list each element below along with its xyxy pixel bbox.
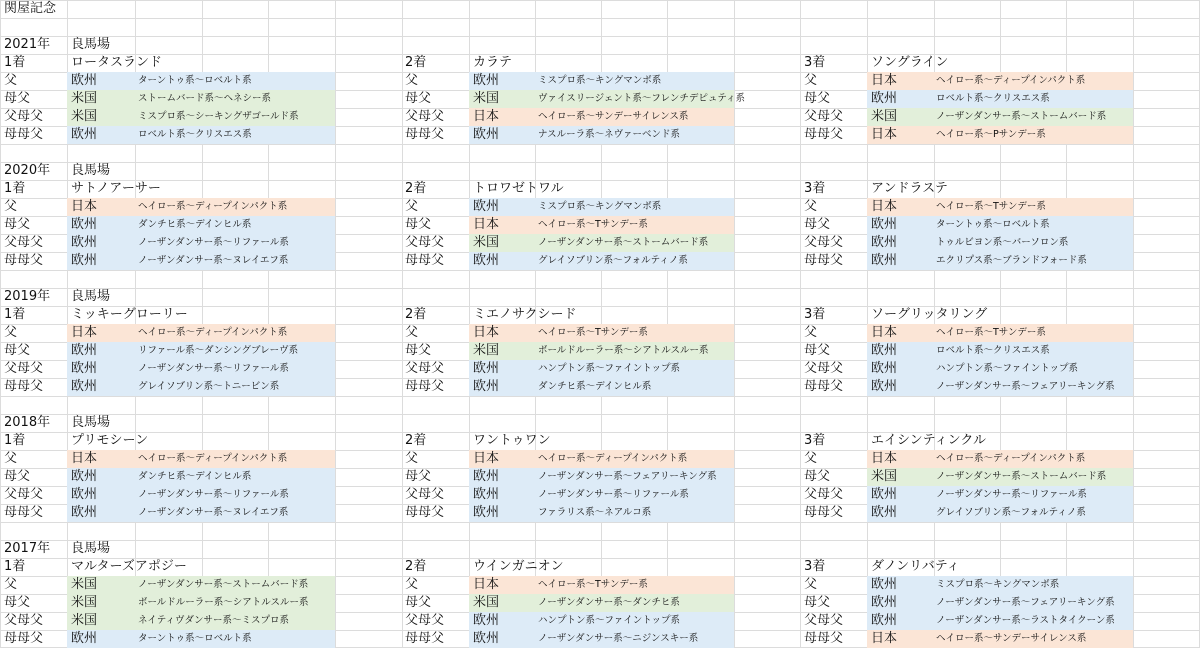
relation-label: 父	[4, 199, 18, 214]
relation-label: 父母父	[4, 235, 44, 250]
rank-label: 1着	[4, 433, 26, 448]
track-condition: 良馬場	[71, 163, 111, 178]
relation-label: 父母父	[4, 487, 44, 502]
relation-label: 母父	[405, 343, 432, 358]
relation-label: 父	[804, 577, 818, 592]
year-label: 2018年	[4, 415, 51, 430]
lineage-cell[interactable]: ヴァイスリージェント系～フレンチデピュティ系	[538, 93, 746, 104]
relation-label: 母父	[405, 469, 432, 484]
region-cell[interactable]: 米国	[871, 109, 898, 124]
relation-label: 母母父	[804, 505, 844, 520]
grid-line-h	[0, 270, 1200, 271]
region-cell[interactable]: 欧州	[871, 361, 898, 376]
relation-label: 父	[4, 577, 18, 592]
region-cell[interactable]: 日本	[473, 325, 500, 340]
lineage-cell[interactable]: エクリプス系～ブランドフォード系	[936, 255, 1087, 266]
lineage-cell[interactable]: ハンプトン系～ファイントップ系	[936, 363, 1079, 374]
region-cell[interactable]: 欧州	[473, 253, 500, 268]
grid-line-h	[0, 522, 1200, 523]
relation-label: 母母父	[405, 127, 445, 142]
relation-label: 父	[4, 73, 18, 88]
lineage-cell[interactable]: ヘイロー系～ディープインパクト系	[138, 327, 288, 338]
relation-label: 父母父	[4, 109, 44, 124]
relation-label: 母母父	[804, 127, 844, 142]
relation-label: 母父	[804, 343, 831, 358]
rank-label: 3着	[804, 55, 826, 70]
lineage-cell[interactable]: ヘイロー系～Tサンデー系	[936, 201, 1046, 212]
relation-label: 母父	[405, 91, 432, 106]
region-cell[interactable]: 米国	[71, 91, 98, 106]
relation-label: 父	[405, 73, 419, 88]
relation-label: 母父	[804, 469, 831, 484]
grid-line-h	[0, 162, 1200, 163]
relation-label: 父母父	[405, 235, 445, 250]
relation-label: 母父	[804, 91, 831, 106]
relation-label: 母父	[405, 217, 432, 232]
lineage-cell[interactable]: ヘイロー系～ディープインパクト系	[936, 453, 1086, 464]
grid-line-h	[0, 180, 1200, 181]
lineage-cell[interactable]: ロベルト系～クリスエス系	[936, 345, 1050, 356]
region-cell[interactable]: 欧州	[473, 631, 500, 646]
rank-label: 2着	[405, 181, 427, 196]
rank-label: 1着	[4, 307, 26, 322]
relation-label: 父母父	[4, 361, 44, 376]
lineage-cell[interactable]: ボールドルーラー系～シアトルスルー系	[138, 597, 309, 608]
region-cell[interactable]: 欧州	[871, 487, 898, 502]
region-cell[interactable]: 欧州	[473, 199, 500, 214]
region-cell[interactable]: 欧州	[71, 253, 98, 268]
region-cell[interactable]: 米国	[71, 613, 98, 628]
region-cell[interactable]: 米国	[71, 595, 98, 610]
grid-line-h	[0, 540, 1200, 541]
horse-name[interactable]: カラテ	[473, 55, 513, 70]
lineage-cell[interactable]: ミスプロ系～キングマンボ系	[538, 201, 662, 212]
lineage-cell[interactable]: ノーザンダンサー系～リファール系	[538, 489, 689, 500]
region-cell[interactable]: 欧州	[473, 379, 500, 394]
region-cell[interactable]: 欧州	[71, 505, 98, 520]
lineage-cell[interactable]: ノーザンダンサー系～ストームバード系	[138, 579, 309, 590]
lineage-cell[interactable]: ノーザンダンサー系～ダンチヒ系	[538, 597, 680, 608]
region-cell[interactable]: 日本	[473, 577, 500, 592]
horse-name[interactable]: ウインガニオン	[473, 559, 564, 574]
year-label: 2021年	[4, 37, 51, 52]
region-cell[interactable]: 米国	[71, 577, 98, 592]
relation-label: 母母父	[4, 505, 44, 520]
relation-label: 父母父	[405, 613, 445, 628]
lineage-cell[interactable]: ノーザンダンサー系～フェアリーキング系	[538, 471, 717, 482]
lineage-cell[interactable]: ヘイロー系～サンデーサイレンス系	[936, 633, 1087, 644]
grid-line-h	[0, 0, 1200, 1]
region-cell[interactable]: 米国	[871, 469, 898, 484]
lineage-cell[interactable]: ダンチヒ系～デインヒル系	[138, 219, 252, 230]
horse-name[interactable]: プリモシーン	[71, 433, 149, 448]
lineage-cell[interactable]: ロベルト系～クリスエス系	[138, 129, 252, 140]
relation-label: 父	[405, 577, 419, 592]
region-cell[interactable]: 米国	[473, 235, 500, 250]
region-cell[interactable]: 欧州	[71, 217, 98, 232]
region-cell[interactable]: 欧州	[473, 127, 500, 142]
region-cell[interactable]: 米国	[473, 595, 500, 610]
region-cell[interactable]: 米国	[473, 91, 500, 106]
region-cell[interactable]: 日本	[473, 109, 500, 124]
region-cell[interactable]: 欧州	[473, 613, 500, 628]
horse-name[interactable]: エイシンティンクル	[871, 433, 986, 448]
track-condition: 良馬場	[71, 289, 111, 304]
rank-label: 2着	[405, 559, 427, 574]
lineage-cell[interactable]: ヘイロー系～ディープインパクト系	[936, 75, 1086, 86]
grid-line-h	[0, 396, 1200, 397]
lineage-cell[interactable]: ヘイロー系～ディープインパクト系	[138, 201, 288, 212]
grid-line-h	[0, 54, 1200, 55]
relation-label: 母父	[4, 469, 31, 484]
rank-label: 3着	[804, 307, 826, 322]
region-cell[interactable]: 日本	[871, 73, 898, 88]
lineage-cell[interactable]: ヘイロー系～ディープインパクト系	[138, 453, 288, 464]
lineage-cell[interactable]: ターントゥ系～ロベルト系	[138, 75, 252, 86]
region-cell[interactable]: 欧州	[871, 577, 898, 592]
relation-label: 父母父	[405, 487, 445, 502]
region-cell[interactable]: 欧州	[473, 505, 500, 520]
lineage-cell[interactable]: ノーザンダンサー系～リファール系	[138, 363, 289, 374]
region-cell[interactable]: 日本	[871, 127, 898, 142]
lineage-cell[interactable]: ヘイロー系～Pサンデー系	[936, 129, 1046, 140]
lineage-cell[interactable]: ヘイロー系～Tサンデー系	[936, 327, 1046, 338]
lineage-cell[interactable]: ノーザンダンサー系～リファール系	[936, 489, 1087, 500]
region-cell[interactable]: 欧州	[871, 217, 898, 232]
relation-label: 父母父	[405, 361, 445, 376]
lineage-cell[interactable]: ストームバード系～ヘネシー系	[138, 93, 272, 104]
lineage-cell[interactable]: ノーザンダンサー系～ストームバード系	[936, 111, 1107, 122]
region-cell[interactable]: 日本	[871, 325, 898, 340]
lineage-cell[interactable]: ハンプトン系～ファイントップ系	[538, 363, 681, 374]
lineage-cell[interactable]: ロベルト系～クリスエス系	[936, 93, 1050, 104]
lineage-cell[interactable]: ダンチヒ系～デインヒル系	[138, 471, 252, 482]
relation-label: 父	[405, 451, 419, 466]
relation-label: 母父	[4, 343, 31, 358]
track-condition: 良馬場	[71, 415, 111, 430]
region-cell[interactable]: 日本	[871, 451, 898, 466]
grid-line-h	[0, 36, 1200, 37]
region-cell[interactable]: 日本	[473, 451, 500, 466]
relation-label: 母母父	[4, 631, 44, 646]
lineage-cell[interactable]: ターントゥ系～ロベルト系	[936, 219, 1050, 230]
relation-label: 父	[405, 325, 419, 340]
rank-label: 3着	[804, 559, 826, 574]
relation-label: 父母父	[804, 235, 844, 250]
lineage-cell[interactable]: ヘイロー系～サンデーサイレンス系	[538, 111, 689, 122]
grid-line-h	[0, 432, 1200, 433]
region-cell[interactable]: 欧州	[871, 379, 898, 394]
relation-label: 母母父	[405, 379, 445, 394]
year-label: 2020年	[4, 163, 51, 178]
rank-label: 1着	[4, 55, 26, 70]
rank-label: 3着	[804, 181, 826, 196]
region-cell[interactable]: 欧州	[871, 613, 898, 628]
lineage-cell[interactable]: ネイティヴダンサー系～ミスプロ系	[138, 615, 290, 626]
relation-label: 母母父	[405, 631, 445, 646]
region-cell[interactable]: 欧州	[871, 235, 898, 250]
relation-label: 母母父	[4, 253, 44, 268]
region-cell[interactable]: 欧州	[871, 91, 898, 106]
relation-label: 母父	[804, 595, 831, 610]
region-cell[interactable]: 欧州	[71, 235, 98, 250]
region-cell[interactable]: 日本	[473, 217, 500, 232]
lineage-cell[interactable]: ミスプロ系～キングマンボ系	[936, 579, 1060, 590]
relation-label: 父母父	[4, 613, 44, 628]
relation-label: 母母父	[804, 631, 844, 646]
relation-label: 父	[4, 451, 18, 466]
region-cell[interactable]: 欧州	[871, 343, 898, 358]
lineage-cell[interactable]: ノーザンダンサー系～フェアリーキング系	[936, 597, 1115, 608]
lineage-cell[interactable]: ノーザンダンサー系～ストームバード系	[936, 471, 1107, 482]
horse-name[interactable]: サトノアーサー	[71, 181, 161, 196]
rank-label: 2着	[405, 307, 427, 322]
grid-line-h	[0, 144, 1200, 145]
region-cell[interactable]: 欧州	[71, 631, 98, 646]
lineage-cell[interactable]: ヘイロー系～Tサンデー系	[538, 327, 648, 338]
region-cell[interactable]: 欧州	[71, 127, 98, 142]
relation-label: 父	[804, 199, 818, 214]
relation-label: 父	[4, 325, 18, 340]
year-label: 2019年	[4, 289, 51, 304]
relation-label: 母父	[4, 91, 31, 106]
track-condition: 良馬場	[71, 541, 111, 556]
horse-name[interactable]: ソーグリッタリング	[871, 307, 988, 322]
lineage-cell[interactable]: ノーザンダンサー系～ストームバード系	[538, 237, 709, 248]
region-cell[interactable]: 日本	[71, 451, 98, 466]
horse-name[interactable]: アンドラステ	[871, 181, 948, 196]
region-cell[interactable]: 日本	[871, 199, 898, 214]
lineage-cell[interactable]: ノーザンダンサー系～リファール系	[138, 237, 289, 248]
relation-label: 母父	[804, 217, 831, 232]
region-cell[interactable]: 欧州	[473, 361, 500, 376]
horse-name[interactable]: ワントゥワン	[473, 433, 551, 448]
grid-line-h	[0, 414, 1200, 415]
relation-label: 父母父	[804, 361, 844, 376]
relation-label: 母母父	[405, 253, 445, 268]
year-label: 2017年	[4, 541, 51, 556]
relation-label: 父母父	[804, 109, 844, 124]
relation-label: 母母父	[4, 379, 44, 394]
relation-label: 父母父	[804, 613, 844, 628]
lineage-cell[interactable]: リファール系～ダンシングブレーヴ系	[138, 345, 299, 356]
rank-label: 2着	[405, 433, 427, 448]
region-cell[interactable]: 日本	[71, 325, 98, 340]
lineage-cell[interactable]: ダンチヒ系～デインヒル系	[538, 381, 652, 392]
region-cell[interactable]: 欧州	[71, 379, 98, 394]
region-cell[interactable]: 欧州	[71, 361, 98, 376]
lineage-cell[interactable]: グレイソブリン系～フォルティノ系	[936, 507, 1086, 518]
horse-name[interactable]: トロワゼトワル	[473, 181, 564, 196]
relation-label: 父	[804, 451, 818, 466]
rank-label: 2着	[405, 55, 427, 70]
horse-name[interactable]: マルターズアポジー	[71, 559, 187, 574]
lineage-cell[interactable]: ナスルーラ系～ネヴァーベンド系	[538, 129, 681, 140]
lineage-cell[interactable]: ノーザンダンサー系～リファール系	[138, 489, 289, 500]
track-condition: 良馬場	[71, 37, 111, 52]
horse-name[interactable]: ミッキーグローリー	[71, 307, 188, 322]
sheet-title: 関屋記念	[4, 1, 57, 16]
lineage-cell[interactable]: トゥルビヨン系～バーソロン系	[936, 237, 1069, 248]
region-cell[interactable]: 日本	[871, 631, 898, 646]
region-cell[interactable]: 欧州	[71, 487, 98, 502]
lineage-cell[interactable]: ミスプロ系～シーキングザゴールド系	[138, 111, 299, 122]
lineage-cell[interactable]: ハンプトン系～ファイントップ系	[538, 615, 681, 626]
lineage-cell[interactable]: ノーザンダンサー系～ラストタイクーン系	[936, 615, 1115, 626]
relation-label: 母父	[4, 595, 31, 610]
region-cell[interactable]: 欧州	[871, 505, 898, 520]
relation-label: 父	[405, 199, 419, 214]
rank-label: 1着	[4, 181, 26, 196]
region-cell[interactable]: 欧州	[71, 343, 98, 358]
region-cell[interactable]: 欧州	[71, 73, 98, 88]
region-cell[interactable]: 欧州	[473, 73, 500, 88]
grid-line-h	[0, 288, 1200, 289]
relation-label: 母母父	[405, 505, 445, 520]
lineage-cell[interactable]: グレイソブリン系～フォルティノ系	[538, 255, 688, 266]
lineage-cell[interactable]: ノーザンダンサー系～ニジンスキー系	[538, 633, 699, 644]
rank-label: 3着	[804, 433, 826, 448]
region-cell[interactable]: 欧州	[473, 487, 500, 502]
relation-label: 母父	[4, 217, 31, 232]
lineage-cell[interactable]: ノーザンダンサー系～ヌレイエフ系	[138, 507, 289, 518]
horse-name[interactable]: ダノンリバティ	[871, 559, 960, 574]
region-cell[interactable]: 米国	[71, 109, 98, 124]
region-cell[interactable]: 欧州	[871, 253, 898, 268]
relation-label: 父	[804, 325, 818, 340]
region-cell[interactable]: 欧州	[871, 595, 898, 610]
region-cell[interactable]: 日本	[71, 199, 98, 214]
lineage-cell[interactable]: ヘイロー系～Tサンデー系	[538, 579, 648, 590]
relation-label: 父	[804, 73, 818, 88]
horse-name[interactable]: ロータスランド	[71, 55, 163, 70]
lineage-cell[interactable]: ヘイロー系～Tサンデー系	[538, 219, 648, 230]
lineage-cell[interactable]: ノーザンダンサー系～フェアリーキング系	[936, 381, 1115, 392]
relation-label: 父母父	[405, 109, 445, 124]
relation-label: 母母父	[804, 253, 844, 268]
region-cell[interactable]: 米国	[473, 343, 500, 358]
horse-name[interactable]: ソングライン	[871, 55, 949, 70]
relation-label: 母父	[405, 595, 432, 610]
relation-label: 父母父	[804, 487, 844, 502]
lineage-cell[interactable]: ファラリス系～ネアルコ系	[538, 507, 652, 518]
lineage-cell[interactable]: ヘイロー系～ディープインパクト系	[538, 453, 688, 464]
lineage-cell[interactable]: ミスプロ系～キングマンボ系	[538, 75, 662, 86]
relation-label: 母母父	[804, 379, 844, 394]
relation-label: 母母父	[4, 127, 44, 142]
lineage-cell[interactable]: ボールドルーラー系～シアトルスルー系	[538, 345, 709, 356]
grid-line-h	[0, 18, 1200, 19]
horse-name[interactable]: ミエノサクシード	[473, 307, 577, 322]
lineage-cell[interactable]: ターントゥ系～ロベルト系	[138, 633, 252, 644]
lineage-cell[interactable]: ノーザンダンサー系～ヌレイエフ系	[138, 255, 289, 266]
lineage-cell[interactable]: グレイソブリン系～トニービン系	[138, 381, 280, 392]
region-cell[interactable]: 欧州	[71, 469, 98, 484]
region-cell[interactable]: 欧州	[473, 469, 500, 484]
rank-label: 1着	[4, 559, 26, 574]
